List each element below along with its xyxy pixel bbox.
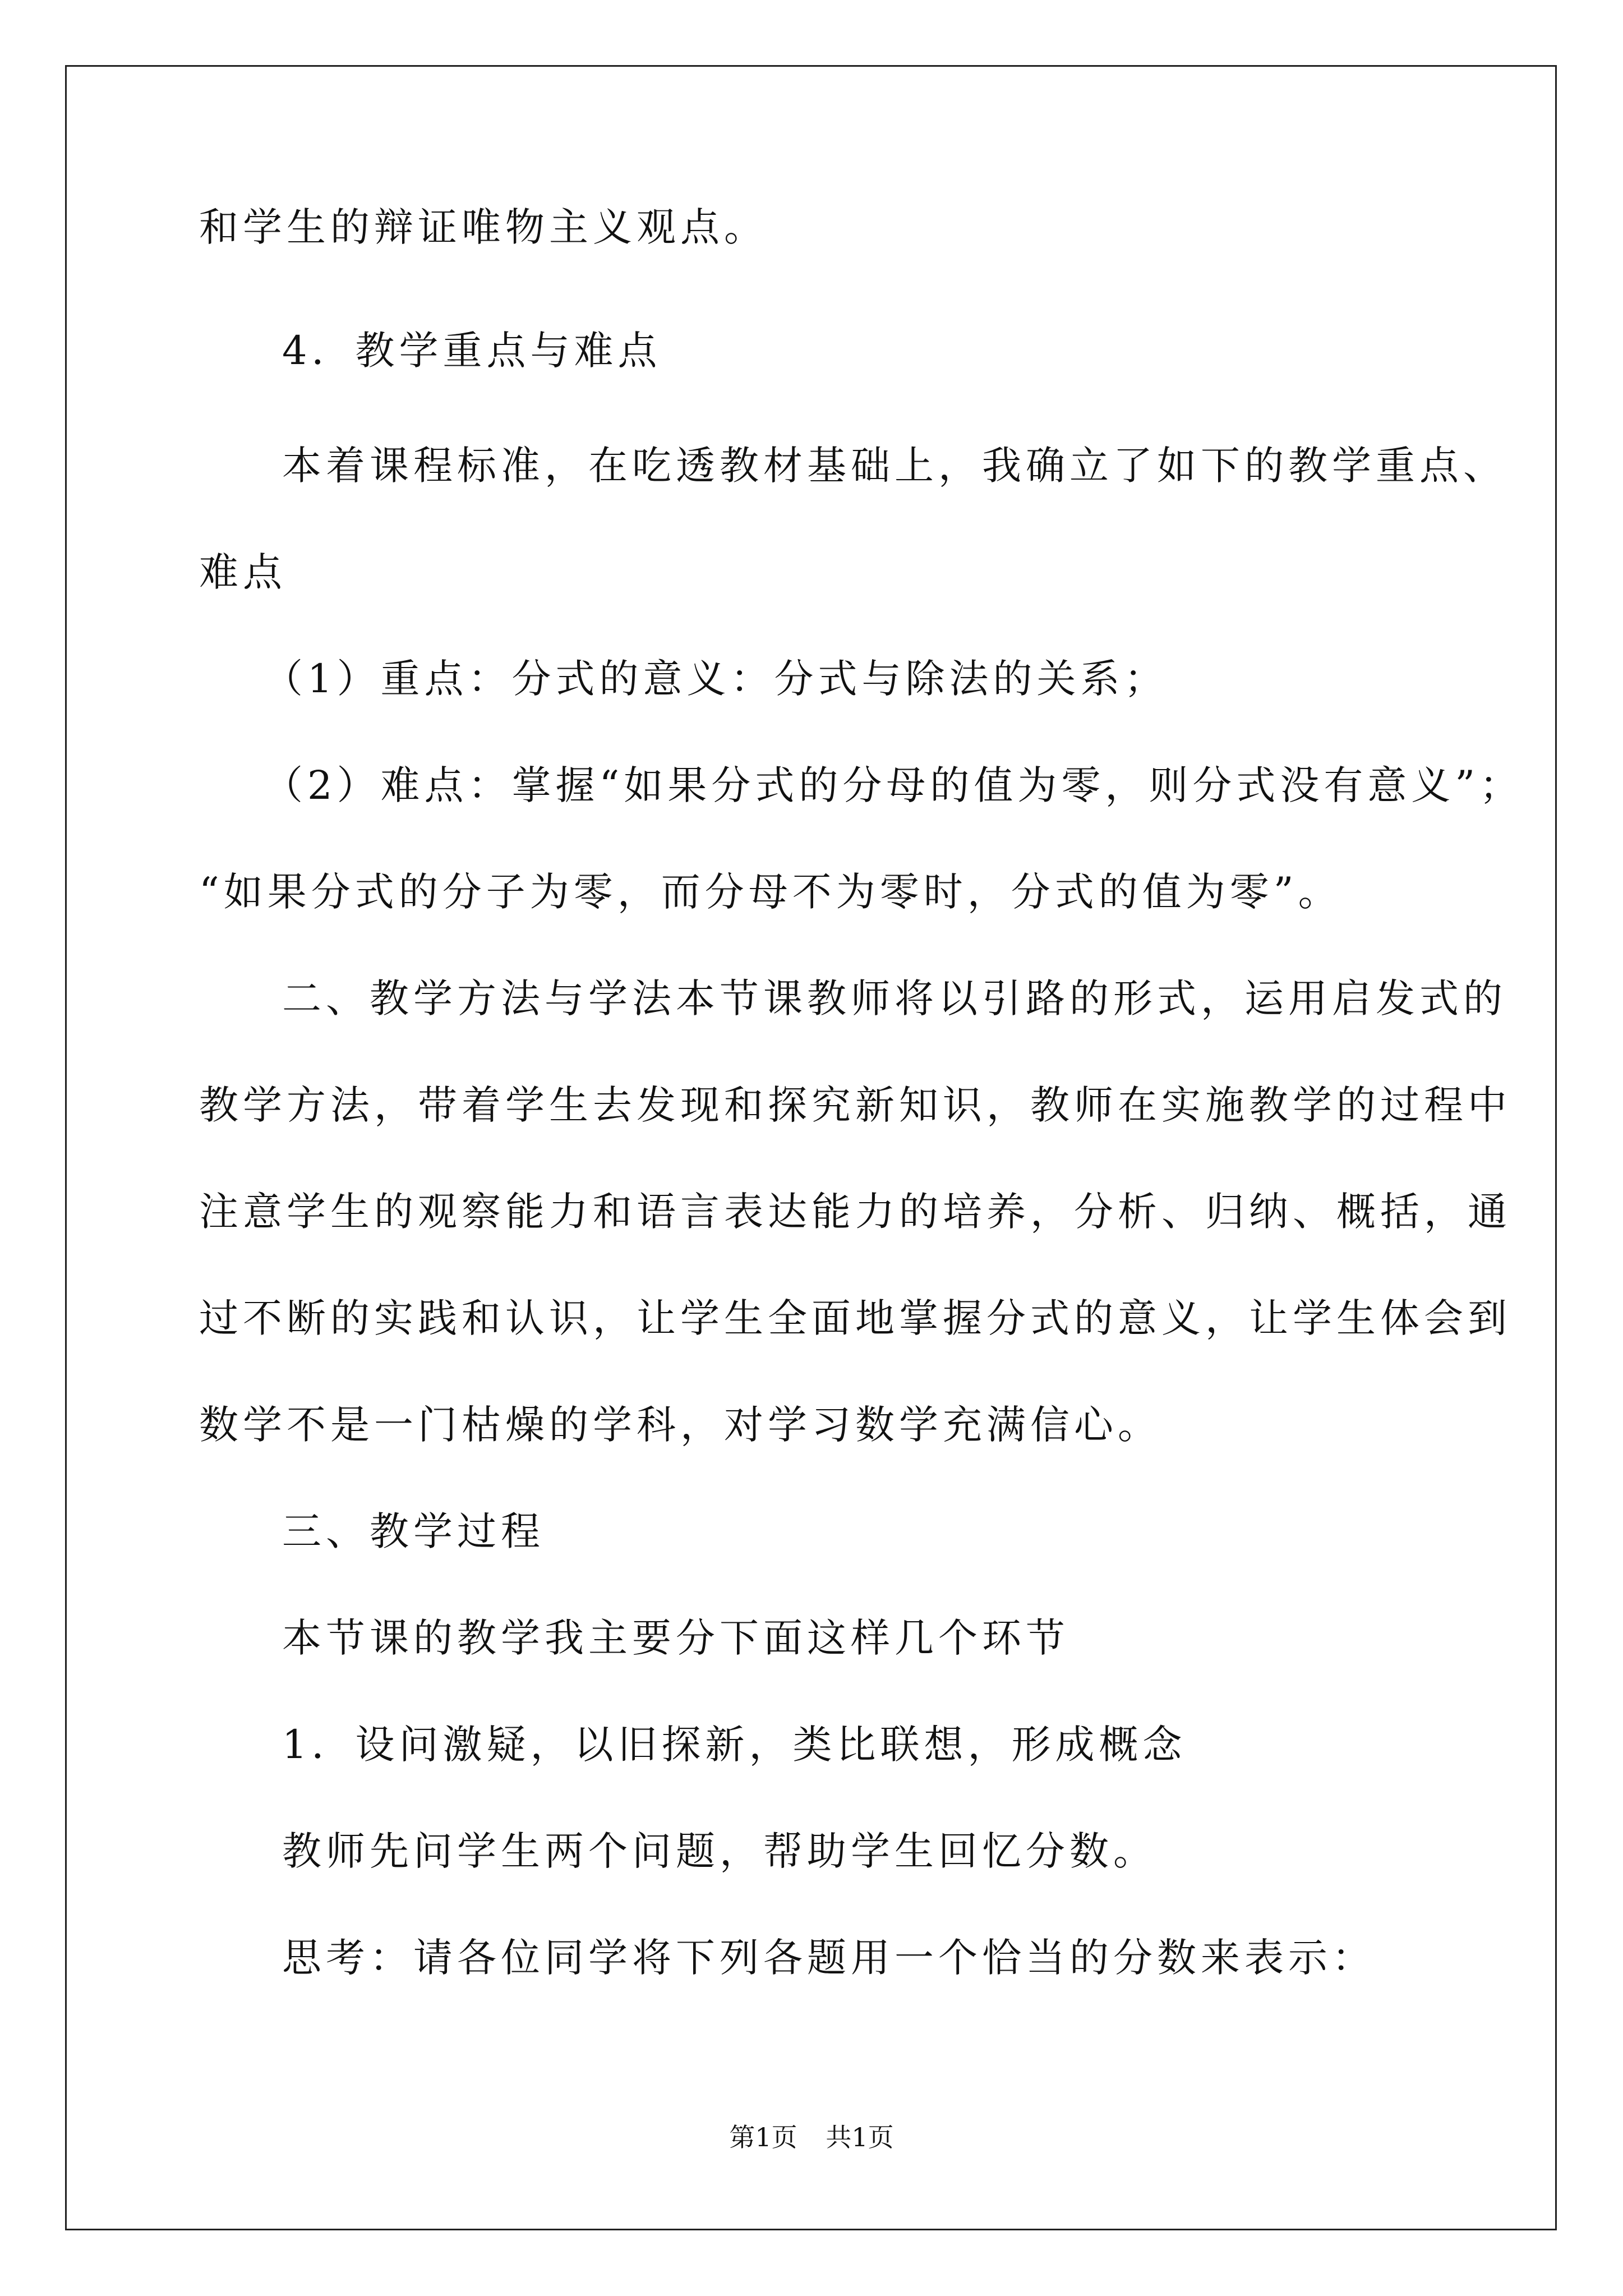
list-item: （2）难点：掌握“如果分式的分母的值为零，则分式没有意义”； xyxy=(264,762,1524,808)
section-heading: 二、教学方法与学法本节课教师将以引路的形式，运用启发式的 xyxy=(282,976,1507,1022)
text-line: 过不断的实践和认识，让学生全面地掌握分式的意义，让学生体会到 xyxy=(199,1295,1511,1341)
text-line: 教师先问学生两个问题，帮助学生回忆分数。 xyxy=(282,1828,1157,1874)
text-line: 数学不是一门枯燥的学科，对学习数学充满信心。 xyxy=(199,1402,1161,1448)
text-line: 教学方法，带着学生去发现和探究新知识，教师在实施教学的过程中 xyxy=(199,1082,1511,1128)
text-line: “如果分式的分子为零，而分母不为零时，分式的值为零”。 xyxy=(199,869,1342,915)
text-line: 本节课的教学我主要分下面这样几个环节 xyxy=(282,1615,1069,1661)
page-number: 第1页 xyxy=(729,2122,797,2152)
text-line: 思考：请各位同学将下列各题用一个恰当的分数来表示： xyxy=(282,1935,1376,1981)
page-footer xyxy=(0,2120,1623,2154)
page-total: 共1页 xyxy=(826,2122,894,2152)
section-heading: 三、教学过程 xyxy=(282,1508,545,1554)
list-item: （1）重点：分式的意义：分式与除法的关系； xyxy=(264,656,1168,702)
section-heading: 4．教学重点与难点 xyxy=(282,328,662,374)
text-line: 和学生的辩证唯物主义观点。 xyxy=(199,204,768,250)
text-line: 注意学生的观察能力和语言表达能力的培养，分析、归纳、概括，通 xyxy=(199,1189,1511,1235)
subsection-heading: 1．设问激疑，以旧探新，类比联想，形成概念 xyxy=(282,1722,1187,1768)
text-line: 本着课程标准，在吃透教材基础上，我确立了如下的教学重点、 xyxy=(282,443,1507,489)
text-line: 难点 xyxy=(199,549,287,595)
page-border xyxy=(65,65,1557,2230)
